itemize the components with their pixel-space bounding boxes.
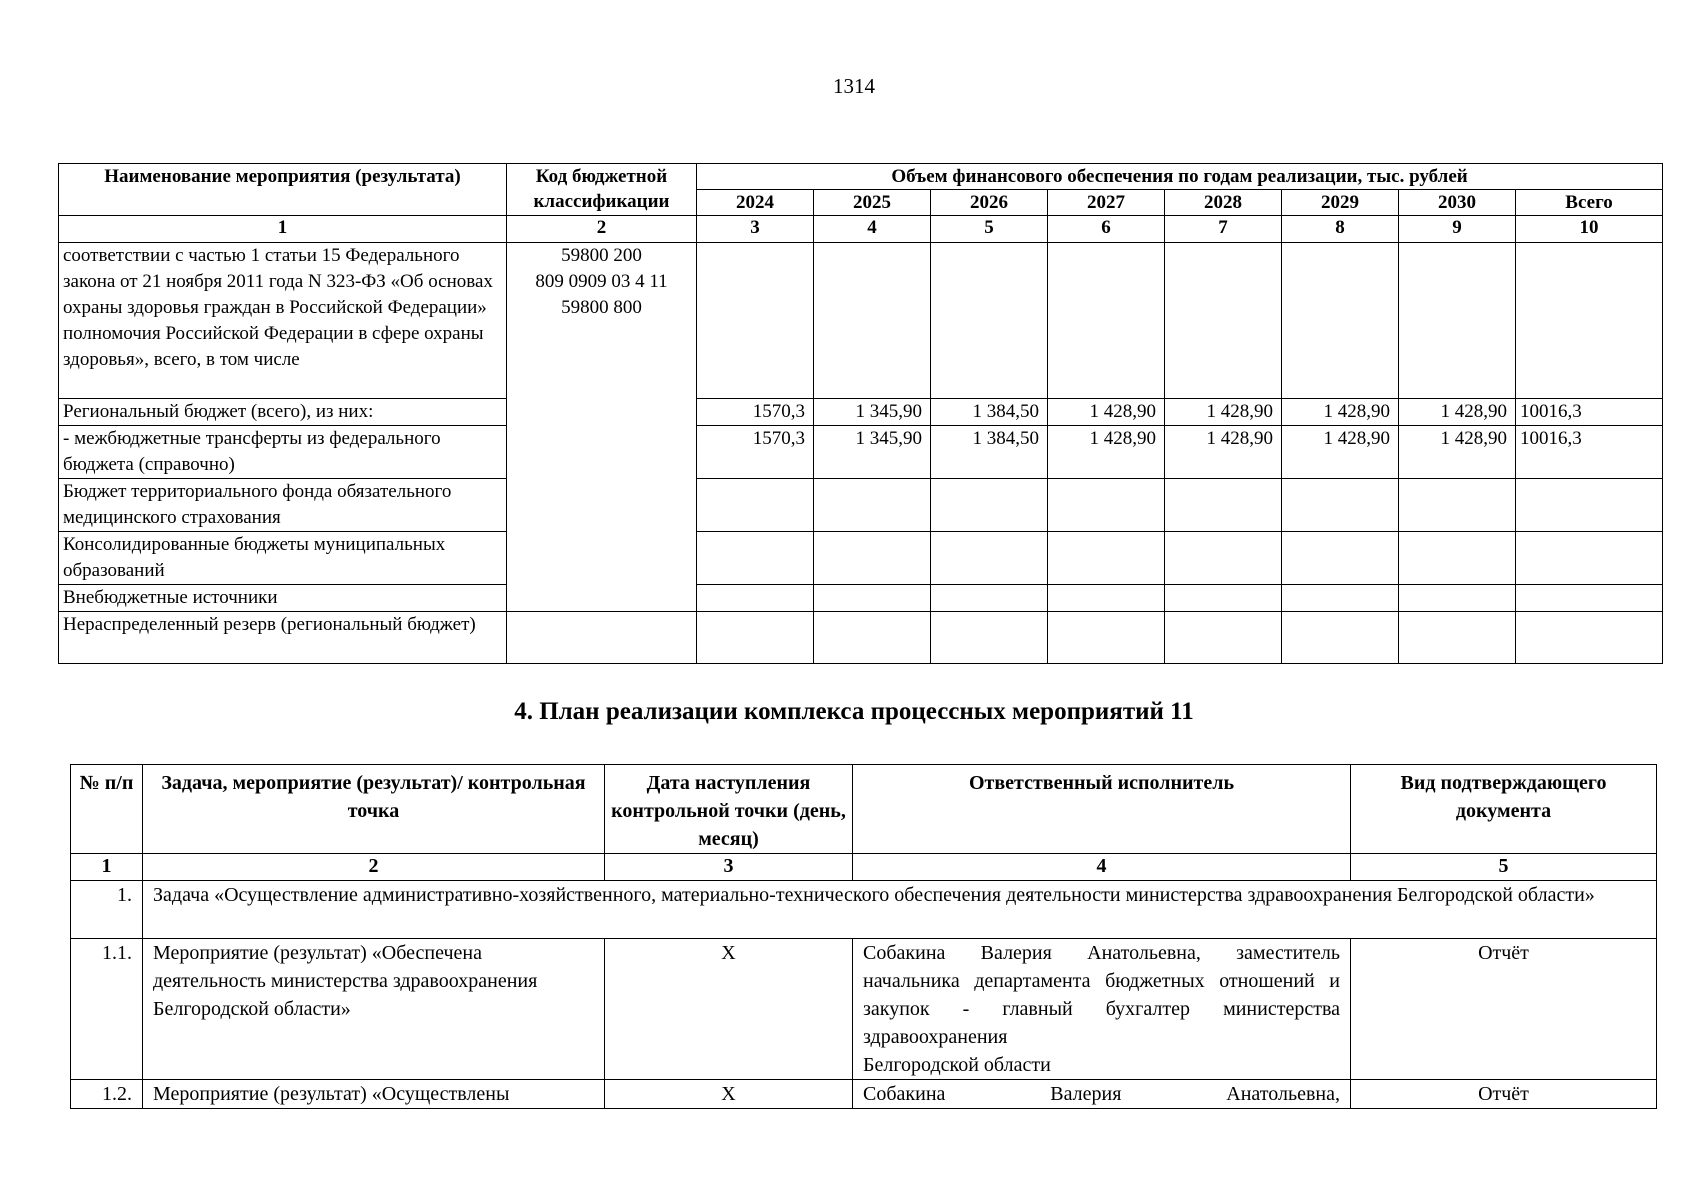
header-year: 2026 — [931, 190, 1048, 216]
budget-code-line: 59800 800 — [561, 297, 642, 318]
value-cell: 1570,3 — [697, 426, 814, 479]
finance-header-row — [59, 164, 1663, 190]
value-cell — [1048, 532, 1165, 585]
value-cell — [814, 532, 931, 585]
total-cell — [1516, 612, 1663, 664]
row-number: 1.1. — [71, 939, 143, 1080]
executor — [853, 1080, 1351, 1109]
column-number: 2 — [143, 854, 605, 881]
control-date: Х — [605, 939, 853, 1080]
finance-row — [59, 532, 1663, 585]
header-volume: Объем финансового обеспечения по годам реализации, тыс. рублей — [697, 164, 1663, 190]
executor-text: Собакина Валерия Анатольевна, — [863, 1083, 1340, 1105]
value-cell — [1399, 479, 1516, 532]
value-cell — [1282, 479, 1399, 532]
header-doc: Вид подтверждающего документа — [1351, 765, 1657, 854]
finance-row — [59, 612, 1663, 664]
column-number: 2 — [507, 216, 697, 243]
control-date: Х — [605, 1080, 853, 1109]
value-cell — [697, 585, 814, 612]
total-cell — [1516, 479, 1663, 532]
executor-text: Собакина Валерия Анатольевна, заместитель начальника департамента бюджетных отношений и закупок - главный бухгалтер министерства здравоохранения — [863, 942, 1340, 1048]
header-year: 2027 — [1048, 190, 1165, 216]
value-cell: 1 428,90 — [1048, 399, 1165, 426]
total-cell: 10016,3 — [1516, 426, 1663, 479]
plan-header-row — [71, 765, 1657, 854]
value-cell: 1 384,50 — [931, 426, 1048, 479]
document-type: Отчёт — [1351, 1080, 1657, 1109]
header-num: № п/п — [71, 765, 143, 854]
value-cell: 1 428,90 — [1048, 426, 1165, 479]
value-cell — [814, 479, 931, 532]
value-cell: 1 428,90 — [1165, 426, 1282, 479]
budget-code-line: 59800 200 — [561, 245, 642, 266]
finance-table — [58, 163, 1663, 664]
value-cell — [697, 612, 814, 664]
value-cell: 1 428,90 — [1165, 399, 1282, 426]
document-type: Отчёт — [1351, 939, 1657, 1080]
finance-column-numbers — [59, 216, 1663, 243]
value-cell: 1 428,90 — [1399, 399, 1516, 426]
header-year: 2028 — [1165, 190, 1282, 216]
value-cell — [1282, 612, 1399, 664]
value-cell — [1165, 479, 1282, 532]
plan-task-row — [71, 881, 1657, 939]
budget-code-empty — [507, 612, 697, 664]
column-number: 4 — [853, 854, 1351, 881]
finance-row — [59, 399, 1663, 426]
finance-row — [59, 585, 1663, 612]
header-code: Код бюджетной классификации — [507, 164, 697, 216]
column-number: 3 — [605, 854, 853, 881]
plan-row — [71, 1080, 1657, 1109]
value-cell — [1048, 585, 1165, 612]
plan-row — [71, 939, 1657, 1080]
column-number: 1 — [71, 854, 143, 881]
value-cell — [697, 479, 814, 532]
column-number: 7 — [1165, 216, 1282, 243]
value-cell: 1 428,90 — [1399, 426, 1516, 479]
value-cell — [1399, 612, 1516, 664]
task-text: Задача «Осуществление административно-хозяйственного, материально-технического обеспечения деятельности министерства здравоохранения Белгородской области» — [143, 881, 1657, 939]
value-cell — [814, 612, 931, 664]
value-cell — [1282, 243, 1399, 399]
event-text: Мероприятие (результат) «Обеспечена деятельность министерства здравоохранения Белгородской области» — [143, 939, 605, 1080]
value-cell: 1 345,90 — [814, 399, 931, 426]
header-year: 2029 — [1282, 190, 1399, 216]
page-number: 1314 — [833, 74, 875, 98]
value-cell — [1048, 243, 1165, 399]
section-title: 4. План реализации комплекса процессных мероприятий 11 — [514, 698, 1194, 725]
value-cell — [1048, 612, 1165, 664]
column-number: 1 — [59, 216, 507, 243]
value-cell — [1282, 585, 1399, 612]
row-name: Внебюджетные источники — [59, 585, 507, 612]
value-cell — [1165, 243, 1282, 399]
value-cell — [1165, 585, 1282, 612]
column-number: 4 — [814, 216, 931, 243]
header-year: 2025 — [814, 190, 931, 216]
column-number: 9 — [1399, 216, 1516, 243]
value-cell — [1048, 479, 1165, 532]
value-cell — [1399, 532, 1516, 585]
finance-row — [59, 426, 1663, 479]
row-name: Нераспределенный резерв (региональный бюджет) — [59, 612, 507, 664]
row-name: соответствии с частью 1 статьи 15 Федерального закона от 21 ноября 2011 года N 323-ФЗ «Об основах охраны здоровья граждан в Российской Федерации» полномочия Российской Федерации в сфере охраны здоровья», всего, в том числе — [59, 243, 507, 399]
column-number: 5 — [931, 216, 1048, 243]
row-number: 1. — [71, 881, 143, 939]
column-number: 10 — [1516, 216, 1663, 243]
header-task: Задача, мероприятие (результат)/ контрольная точка — [143, 765, 605, 854]
total-cell: 10016,3 — [1516, 399, 1663, 426]
value-cell — [931, 243, 1048, 399]
value-cell — [814, 585, 931, 612]
header-executor: Ответственный исполнитель — [853, 765, 1351, 854]
header-year: 2030 — [1399, 190, 1516, 216]
value-cell — [1399, 243, 1516, 399]
value-cell: 1 345,90 — [814, 426, 931, 479]
finance-row — [59, 243, 1663, 399]
header-total: Всего — [1516, 190, 1663, 216]
value-cell: 1 384,50 — [931, 399, 1048, 426]
column-number: 3 — [697, 216, 814, 243]
value-cell — [931, 612, 1048, 664]
finance-row — [59, 479, 1663, 532]
executor-text-last: Белгородской области — [863, 1054, 1051, 1076]
value-cell: 1570,3 — [697, 399, 814, 426]
value-cell — [931, 585, 1048, 612]
budget-code-line: 809 0909 03 4 11 — [535, 271, 668, 292]
column-number: 6 — [1048, 216, 1165, 243]
column-number: 8 — [1282, 216, 1399, 243]
value-cell — [814, 243, 931, 399]
value-cell: 1 428,90 — [1282, 399, 1399, 426]
column-number: 5 — [1351, 854, 1657, 881]
row-name: Бюджет территориального фонда обязательного медицинского страхования — [59, 479, 507, 532]
value-cell — [1282, 532, 1399, 585]
header-name: Наименование мероприятия (результата) — [59, 164, 507, 216]
value-cell — [931, 479, 1048, 532]
plan-column-numbers — [71, 854, 1657, 881]
header-year: 2024 — [697, 190, 814, 216]
value-cell — [1165, 532, 1282, 585]
executor — [853, 939, 1351, 1080]
row-name: - межбюджетные трансферты из федерального бюджета (справочно) — [59, 426, 507, 479]
value-cell — [931, 532, 1048, 585]
row-name: Региональный бюджет (всего), из них: — [59, 399, 507, 426]
total-cell — [1516, 532, 1663, 585]
value-cell — [1165, 612, 1282, 664]
budget-code — [507, 243, 697, 612]
row-number: 1.2. — [71, 1080, 143, 1109]
row-name: Консолидированные бюджеты муниципальных образований — [59, 532, 507, 585]
total-cell — [1516, 585, 1663, 612]
value-cell — [697, 532, 814, 585]
plan-table — [70, 764, 1657, 1109]
value-cell — [1399, 585, 1516, 612]
value-cell — [697, 243, 814, 399]
event-text: Мероприятие (результат) «Осуществлены — [143, 1080, 605, 1109]
total-cell — [1516, 243, 1663, 399]
value-cell: 1 428,90 — [1282, 426, 1399, 479]
header-date: Дата наступления контрольной точки (день, месяц) — [605, 765, 853, 854]
